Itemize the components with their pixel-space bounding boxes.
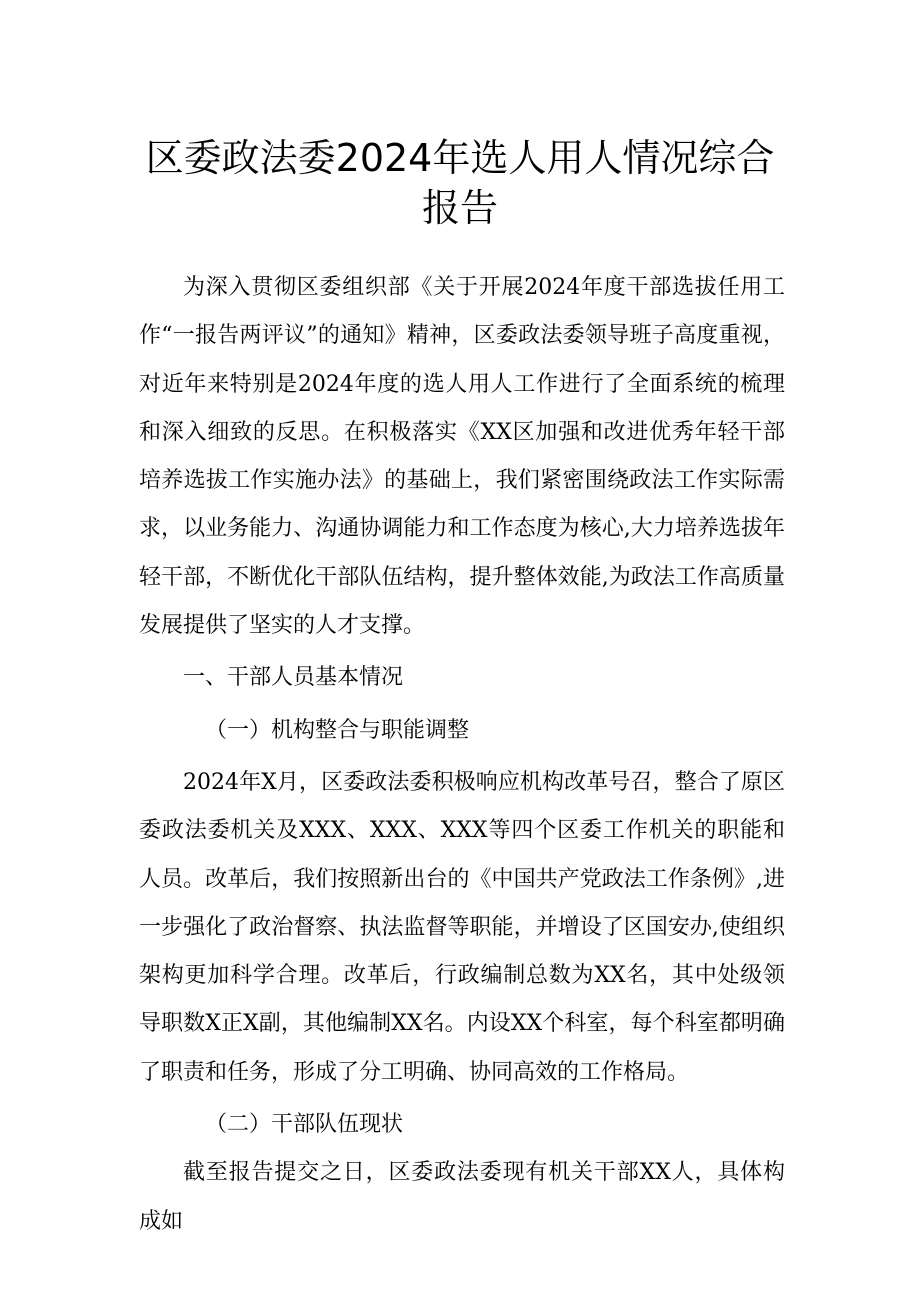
body-paragraph-reform: 2024年X月，区委政法委积极响应机构改革号召，整合了原区委政法委机关及XXX、XXX、XXX等四个区委工作机关的职能和人员。改革后，我们按照新出台的《中国共产党政法工作条例》,进一步强化了政治督察、执法监督等职能，并增设了区国安办,使组织架构更加科学合理。改革后，行政编制总数为XX名，其中处级领导职数X正X副，其他编制XX名。内设XX个科室，每个科室都明确了职责和任务，形成了分工明确、协同高效的工作格局。	[139, 769, 785, 1085]
intro-paragraph: 为深入贯彻区委组织部《关于开展2024年度干部选拔任用工作“一报告两评议”的通知》精神，区委政法委领导班子高度重视，对近年来特别是2024年度的选人用人工作进行了全面系统的梳理和深入细致的反思。在积极落实《XX区加强和改进优秀年轻干部培养选拔工作实施办法》的基础上，我们紧密围绕政法工作实际需求，以业务能力、沟通协调能力和工作态度为核心,大力培养选拔年轻干部，不断优化干部队伍结构，提升整体效能,为政法工作高质量发展提供了坚实的人才支撑。	[139, 275, 785, 639]
body-paragraph-cadres: 截至报告提交之日，区委政法委现有机关干部XX人，具体构成如	[139, 1160, 785, 1234]
subsection-heading-1: （一）机构整合与职能调整	[205, 717, 470, 743]
document-body	[139, 264, 785, 1246]
subsection-heading-2: （二）干部队伍现状	[205, 1112, 404, 1138]
document-title-line-2: 报告	[421, 186, 498, 230]
section-heading-1: 一、干部人员基本情况	[183, 665, 404, 691]
document-title-line-1: 区委政法委2024年选人用人情况综合	[145, 136, 775, 180]
